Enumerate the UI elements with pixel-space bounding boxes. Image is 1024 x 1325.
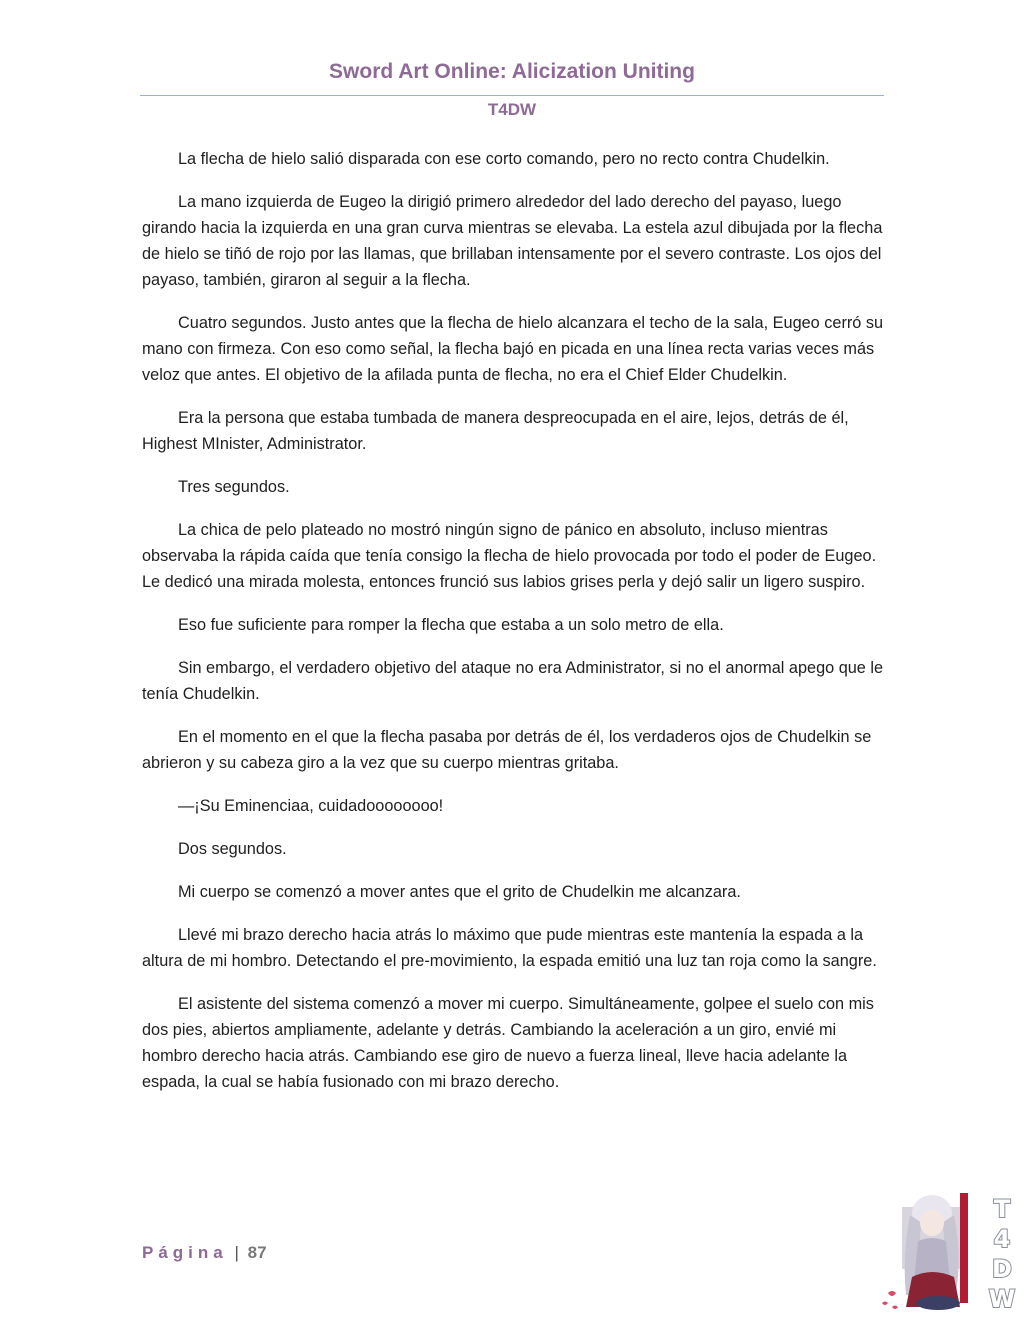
document-subtitle: T4DW: [487, 100, 537, 119]
paragraph: Cuatro segundos. Justo antes que la flecha de hielo alcanzara el techo de la sala, Eugeo cerró su mano con firmeza. Con eso como señal, la flecha bajó en picada en una línea recta varias veces más veloz que antes. El objetivo de la afilada punta de flecha, no era el Chief Elder Chudelkin.: [142, 314, 884, 384]
body-text: [142, 146, 884, 1112]
footer-separator: |: [234, 1243, 239, 1262]
t4dw-logo: [880, 1185, 1020, 1317]
logo-letter: W: [988, 1285, 1016, 1313]
paragraph: La chica de pelo plateado no mostró ningún signo de pánico en absoluto, incluso mientras observaba la rápida caída que tenía consigo la flecha de hielo provocada por todo el poder de Eugeo. Le dedicó una mirada molesta, entonces frunció sus labios grises perla y dejó salir un ligero suspiro.: [142, 521, 877, 591]
paragraph: Tres segundos.: [178, 478, 290, 496]
page-footer: [142, 1243, 267, 1263]
paragraph: El asistente del sistema comenzó a mover mi cuerpo. Simultáneamente, golpee el suelo con mis dos pies, abiertos ampliamente, adelante y detrás. Cambiando la aceleración a un giro, envié mi hombro derecho hacia atrás. Cambiando ese giro de nuevo a fuerza lineal, lleve hacia adelante la espada, la cual se había fusionado con mi brazo derecho.: [142, 995, 874, 1091]
paragraph: La mano izquierda de Eugeo la dirigió primero alrededor del lado derecho del payaso, luego girando hacia la izquierda en una gran curva mientras se elevaba. La estela azul dibujada por la flecha de hielo se tiñó de rojo por las llamas, que brillaban intensamente por el severo contraste. Los ojos del payaso, también, giraron al seguir a la flecha.: [142, 193, 883, 289]
document-title: Sword Art Online: Alicization Uniting: [329, 60, 695, 83]
paragraph: En el momento en el que la flecha pasaba por detrás de él, los verdaderos ojos de Chudelkin se abrieron y su cabeza giro a la vez que su cuerpo mientras gritaba.: [142, 728, 872, 772]
logo-letter: D: [992, 1255, 1012, 1283]
paragraph: Llevé mi brazo derecho hacia atrás lo máximo que pude mientras este mantenía la espada a la altura de mi hombro. Detectando el pre-movimiento, la espada emitió una luz tan roja como la sangre.: [142, 926, 877, 970]
paragraph: Eso fue suficiente para romper la flecha que estaba a un solo metro de ella.: [178, 616, 724, 634]
character-illustration: [882, 1193, 968, 1310]
logo-letter: T: [993, 1195, 1011, 1223]
paragraph: La flecha de hielo salió disparada con ese corto comando, pero no recto contra Chudelkin.: [178, 150, 830, 168]
paragraph: Sin embargo, el verdadero objetivo del ataque no era Administrator, si no el anormal apego que le tenía Chudelkin.: [142, 659, 884, 703]
paragraph: Era la persona que estaba tumbada de manera despreocupada en el aire, lejos, detrás de él, Highest MInister, Administrator.: [142, 409, 849, 453]
header-divider: [140, 95, 884, 96]
paragraph: Mi cuerpo se comenzó a mover antes que el grito de Chudelkin me alcanzara.: [178, 883, 741, 901]
paragraph: Dos segundos.: [178, 840, 287, 858]
paragraph: —¡Su Eminenciaa, cuidadoooooooo!: [178, 797, 444, 815]
page-label: Página: [142, 1243, 228, 1262]
page-number: 87: [247, 1243, 267, 1262]
logo-letter: 4: [993, 1225, 1011, 1253]
